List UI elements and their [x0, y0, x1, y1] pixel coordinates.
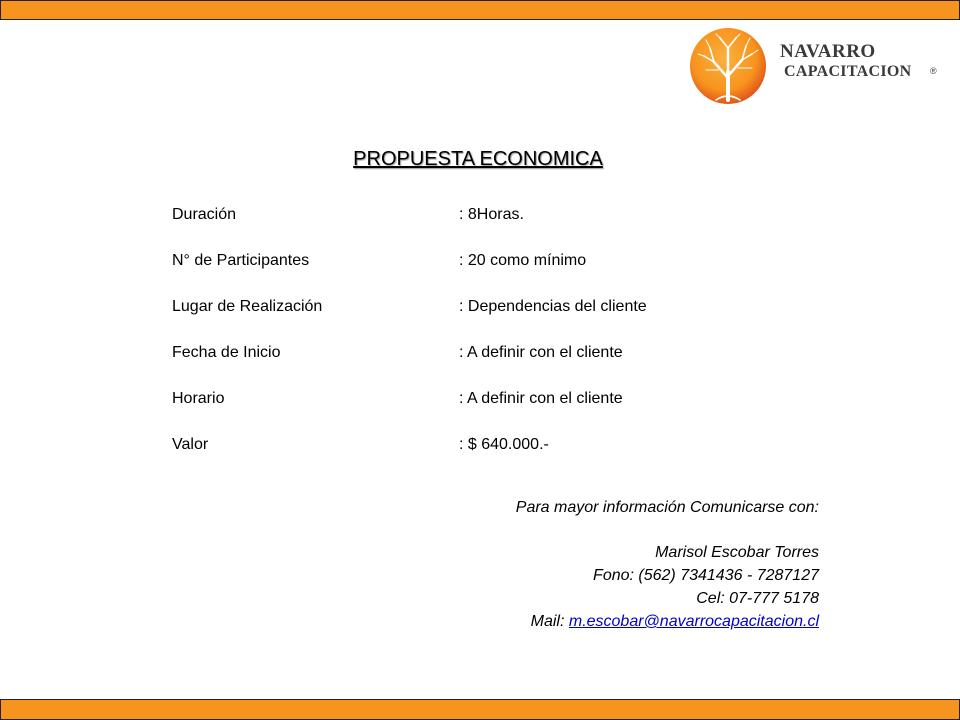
detail-value: : $ 640.000.-: [459, 436, 549, 453]
page-title: PROPUESTA ECONOMICA: [353, 148, 603, 170]
contact-phone: Fono: (562) 7341436 - 7287127: [593, 567, 819, 584]
detail-value: : Dependencias del cliente: [459, 298, 647, 315]
company-logo: [688, 26, 938, 106]
logo-line-2: CAPACITACION: [784, 63, 912, 80]
mail-label: Mail:: [530, 613, 569, 630]
detail-label: Valor: [172, 436, 209, 453]
detail-label: Duración: [172, 206, 237, 223]
contact-name: Marisol Escobar Torres: [655, 544, 819, 561]
contact-mail-line: [516, 610, 819, 633]
contact-block: [516, 496, 819, 633]
detail-label: Lugar de Realización: [172, 298, 323, 315]
email-link[interactable]: m.escobar@navarrocapacitacion.cl: [568, 613, 819, 630]
contact-heading: Para mayor información Comunicarse con:: [515, 499, 819, 516]
registered-mark: ®: [930, 66, 937, 76]
top-orange-bar: [0, 0, 960, 20]
contact-cell: Cel: 07-777 5178: [696, 590, 819, 607]
tree-logo-icon: [688, 26, 768, 106]
logo-wordmark: [780, 42, 911, 82]
detail-value: : A definir con el cliente: [459, 344, 623, 361]
detail-label: Fecha de Inicio: [172, 344, 281, 361]
logo-line-1: NAVARRO: [780, 41, 876, 62]
detail-label: Horario: [172, 390, 225, 407]
bottom-orange-bar: [0, 699, 960, 720]
detail-value: : 20 como mínimo: [459, 252, 587, 269]
detail-label: N° de Participantes: [172, 252, 310, 269]
detail-value: : A definir con el cliente: [459, 390, 623, 407]
detail-value: : 8Horas.: [459, 206, 524, 223]
